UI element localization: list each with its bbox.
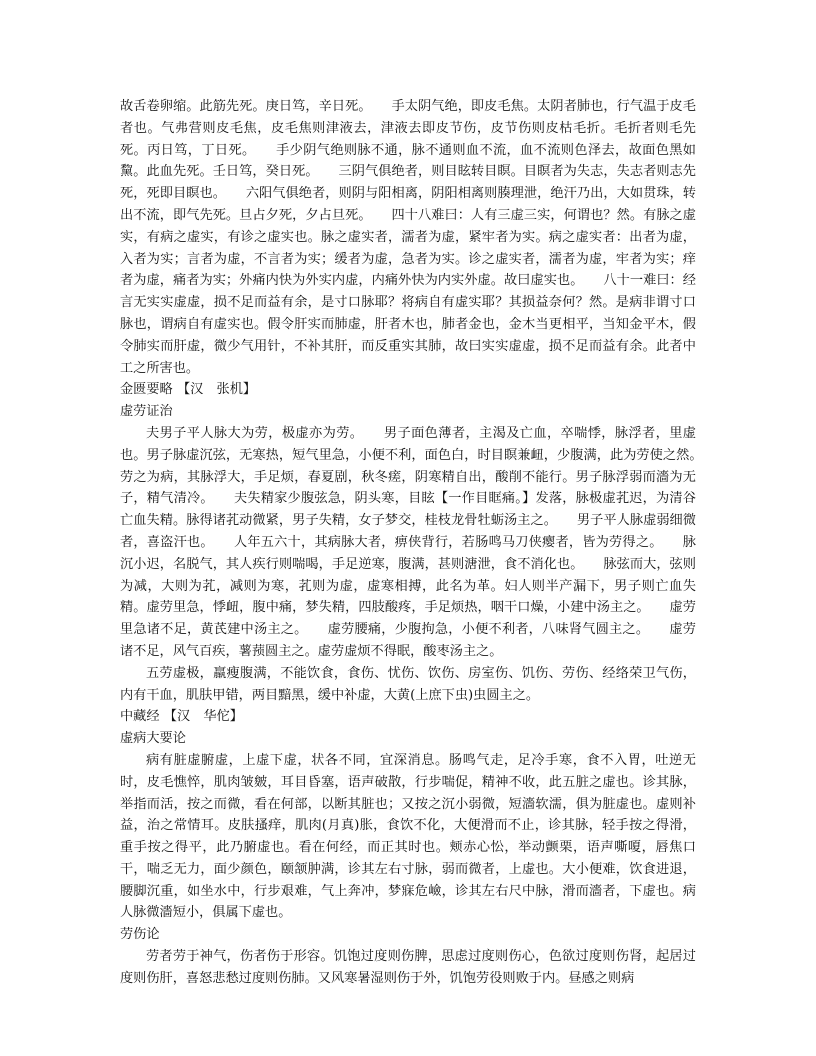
section-heading-xubing-dayao: 虚病大要论 xyxy=(120,731,186,747)
paragraph-xulao-main: 夫男子平人脉大为劳，极虚亦为劳。 男子面色薄者，主渴及亡血，卒喘悸，脉浮者，里虚也。男子脉虚沉弦，无寒热，短气里急，小便不利，面色白，时目瞑兼衄，少腹满，此为劳使之然。 劳之为病，其脉浮大，手足烦，春夏剧，秋冬瘥，阴寒精自出，酸削不能行。男子脉浮弱而濇为无子，精气清冷。 夫失精家少腹弦急，阴头寒，目眩【一作目眶痛。】发落，脉极虚芤迟，为清谷亡血失精。脉得诸芤动微紧，男子失精，女子梦交，桂枝龙骨牡蛎汤主之。 男子平人脉虚弱细微者，喜盗汗也。 人年五六十，其病脉大者，痹侠背行，若肠鸣马刀侠瘿者，皆为劳得之。 脉沉小迟，名脱气，其人疾行则喘喝，手足逆寒，腹满，甚则溏泄，食不消化也。 脉弦而大，弦则为减，大则为芤，减则为寒，芤则为虚，虚寒相搏，此名为革。妇人则半产漏下，男子则亡血失精。虚劳里急，悸衄，腹中痛，梦失精，四肢酸疼，手足烦热，咽干口燥，小建中汤主之。 虚劳里急诸不足，黄芪建中汤主之。 虚劳腰痛，少腹拘急，小便不利者，八味肾气圆主之。 虚劳诸不足，风气百疾，薯蓣圆主之。虚劳虚烦不得眠，酸枣汤主之。 xyxy=(120,425,723,659)
paragraph-xubing: 病有脏虚腑虚，上虚下虚，状各不同，宜深消息。肠鸣气走，足冷手寒，食不入胃，吐逆无时，皮毛憔悴，肌肉皱皴，耳目昏塞，语声破散，行步喘促，精神不收，此五脏之虚也。诊其脉，举指而活，按之而微，看在何部，以断其脏也；又按之沉小弱微，短濇软濡，俱为脏虚也。虚则补益，治之常情耳。皮肤搔痒，肌肉(月真)胀，食饮不化，大便滑而不止，诊其脉，轻手按之得滑，重手按之得平，此乃腑虚也。看在何经，而正其时也。颊赤心忪，举动颤栗，语声嘶嗄，唇焦口干，喘乏无力，面少颜色，颐颔肿满，诊其左右寸脉，弱而微者，上虚也。大小便难，饮食进退，腰脚沉重，如坐水中，行步艰难，气上奔冲，梦寐危嶮，诊其左右尺中脉，滑而濇者，下虚也。病人脉微濇短小，俱属下虚也。 xyxy=(120,752,696,921)
source-jingui-yaolue: 金匮要略 【汉 张机】 xyxy=(120,382,257,398)
section-heading-xulao-zhengzhi: 虚劳证治 xyxy=(120,404,173,420)
section-heading-laoshang: 劳伤论 xyxy=(120,927,160,943)
paragraph-nanjing-excerpt: 故舌卷卵缩。此筋先死。庚日笃，辛日死。 手太阴气绝，即皮毛焦。太阴者肺也，行气温于皮毛者也。气弗营则皮毛焦，皮毛焦则津液去，津液去即皮节伤，皮节伤则皮枯毛折。毛折者则毛先死。丙日笃，丁日死。 手少阴气绝则脉不通，脉不通则血不流，血不流则色泽去，故面色黑如黧。此血先死。壬日笃，癸日死。 三阴气俱绝者，则目眩转目瞑。目瞑者为失志，失志者则志先死，死即目瞑也。 六阳气俱绝者，则阴与阳相离，阴阳相离则腠理泄，绝汗乃出，大如贯珠，转出不流，即气先死。旦占夕死，夕占旦死。 四十八难曰：人有三虚三实，何谓也？然。有脉之虚实，有病之虚实，有诊之虚实也。脉之虚实者，濡者为虚，紧牢者为实。病之虚实者：出者为虚，入者为实；言者为虚，不言者为实；缓者为虚，急者为实。诊之虚实者，濡者为虚，牢者为实；痒者为虚，痛者为实；外痛内快为外实内虚，内痛外快为内实外虚。故曰虚实也。 八十一难曰：经言无实实虚虚，损不足而益有余，是寸口脉耶？将病自有虚实耶？其损益奈何？然。是病非谓寸口脉也，谓病自有虚实也。假令肝实而肺虚，肝者木也，肺者金也，金木当更相平，当知金平木，假令肺实而肝虚，微少气用针，不补其肝，而反重实其肺，故曰实实虚虚，损不足而益有余。此者中工之所害也。 xyxy=(120,99,696,376)
document-page xyxy=(120,96,723,990)
paragraph-laoshang: 劳者劳于神气，伤者伤于形容。饥饱过度则伤脾，思虑过度则伤心，色欲过度则伤肾，起居过度则伤肝，喜怒悲愁过度则伤肺。又风寒暑湿则伤于外，饥饱劳役则败于内。昼感之则病 xyxy=(120,949,696,986)
paragraph-wulao-xuji: 五劳虚极，羸瘦腹满，不能饮食，食伤、忧伤、饮伤、房室伤、饥伤、劳伤、经络荣卫气伤，内有干血，肌肤甲错，两目黯黑，缓中补虚，大黄(上庶下虫)虫圆主之。 xyxy=(120,665,696,703)
source-zhongzang-jing: 中藏经 【汉 华佗】 xyxy=(120,709,243,725)
